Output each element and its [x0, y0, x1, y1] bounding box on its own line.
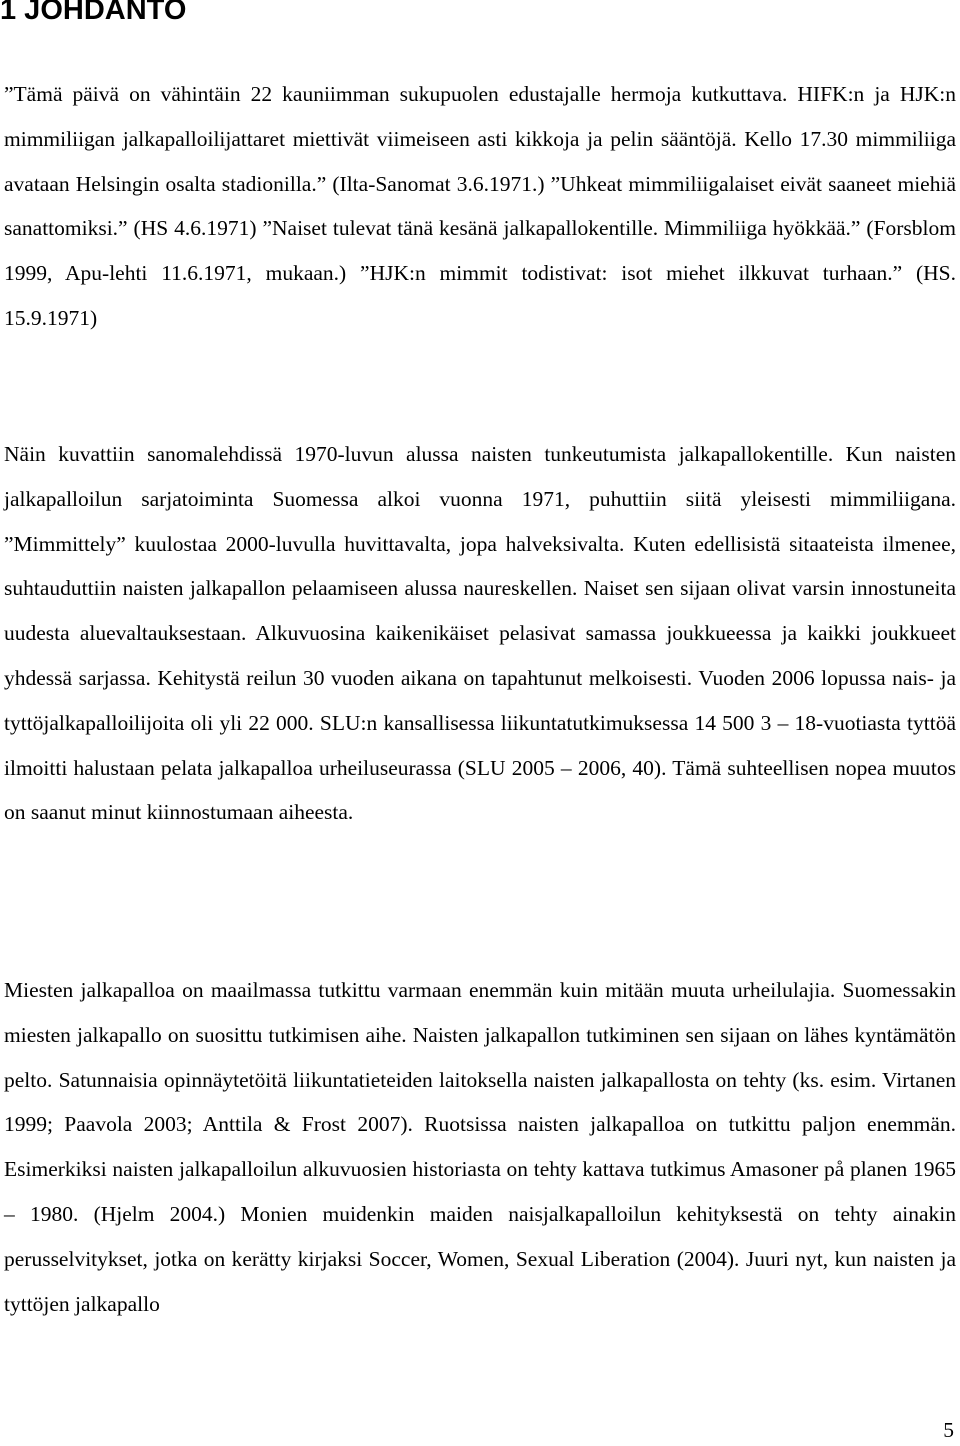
paragraph-background: Näin kuvattiin sanomalehdissä 1970-luvun alussa naisten tunkeutumista jalkapallokentille. Kun naisten jalkapalloilun sarjatoiminta Suomessa alkoi vuonna 1971, puhuttiin siitä yleisesti mimmiliigana. ”Mimmittely” kuulostaa 2000-luvulla huvittavalta, jopa halveksivalta. Kuten edellisistä sitaateista ilmenee, suhtauduttiin naisten jalkapallon pelaamiseen alussa naureskellen. Naiset sen sijaan olivat varsin innostuneita uudesta aluevaltauksestaan. Alkuvuosina kaikenikäiset pelasivat samassa joukkueessa ja kaikki joukkueet yhdessä sarjassa. Kehitystä reilun 30 vuoden aikana on tapahtunut melkoisesti. Vuoden 2006 lopussa nais- ja tyttöjalkapalloilijoita oli yli 22 000. SLU:n kansallisessa liikuntatutkimuksessa 14 500 3 – 18-vuotiasta tyttöä ilmoitti halustaan pelata jalkapalloa urheiluseurassa (SLU 2005 – 2006, 40). Tämä suhteellisen nopea muutos on saanut minut kiinnostumaan aiheesta. [4, 442, 956, 825]
paragraph-newspaper-quotes: ”Tämä päivä on vähintäin 22 kauniimman sukupuolen edustajalle hermoja kutkuttava. HIFK:n ja HJK:n mimmiliigan jalkapalloilijattaret miettivät viimeiseen asti kikkoja ja pelin sääntöjä. Kello 17.30 mimmiliiga avataan Helsingin osalta stadionilla.” (Ilta-Sanomat 3.6.1971.) ”Uhkeat mimmiliigalaiset eivät saaneet miehiä sanattomiksi.” (HS 4.6.1971) ”Naiset tulevat tänä kesänä jalkapallokentille. Mimmiliiga hyökkää.” (Forsblom 1999, Apu-lehti 11.6.1971, mukaan.) ”HJK:n mimmit todistivat: isot miehet ilkkuvat turhaan.” (HS. 15.9.1971) [4, 82, 956, 330]
chapter-heading: 1 JOHDANTO [0, 0, 187, 26]
paragraph-research: Miesten jalkapalloa on maailmassa tutkittu varmaan enemmän kuin mitään muuta urheilulajia. Suomessakin miesten jalkapallo on suosittu tutkimisen aihe. Naisten jalkapallon tutkiminen sen sijaan on lähes kyntämätön pelto. Satunnaisia opinnäytetöitä liikuntatieteiden laitoksella naisten jalkapallosta on tehty (ks. esim. Virtanen 1999; Paavola 2003; Anttila & Frost 2007). Ruotsissa naisten jalkapalloa on tutkittu paljon enemmän. Esimerkiksi naisten jalkapalloilun alkuvuosien historiasta on tehty kattava tutkimus Amasoner på planen 1965 – 1980. (Hjelm 2004.) Monien muidenkin maiden naisjalkapalloilun kehityksestä on tehty ainakin perusselvitykset, jotka on kerätty kirjaksi Soccer, Women, Sexual Liberation (2004). Juuri nyt, kun naisten ja tyttöjen jalkapallo [4, 978, 956, 1316]
page-number: 5 [943, 1418, 954, 1442]
